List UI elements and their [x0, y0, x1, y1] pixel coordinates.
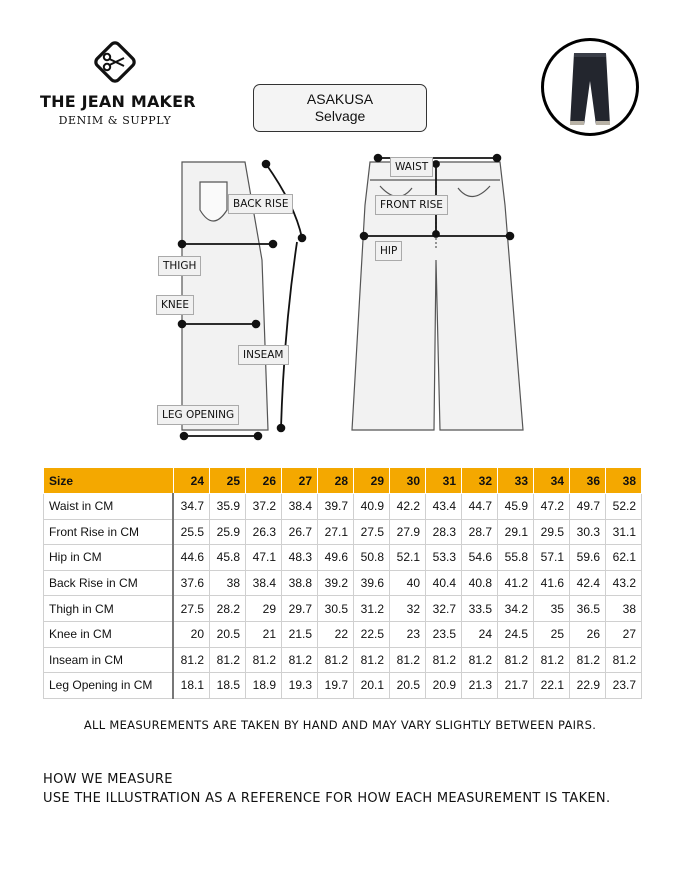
table-cell: 22 [318, 621, 354, 647]
table-cell: 45.8 [210, 545, 246, 571]
table-cell: 40.4 [426, 570, 462, 596]
table-cell: 27.5 [354, 519, 390, 545]
table-row [44, 673, 642, 699]
table-cell: 30.5 [318, 596, 354, 622]
table-cell: 18.1 [173, 673, 210, 699]
table-cell: 37.2 [246, 494, 282, 520]
table-cell: 81.2 [282, 647, 318, 673]
header-size-label: Size [44, 468, 174, 494]
measurement-diagram [0, 150, 680, 455]
table-cell: 19.3 [282, 673, 318, 699]
table-cell: 29.7 [282, 596, 318, 622]
table-cell: 44.6 [173, 545, 210, 571]
size-chart-table [43, 467, 642, 699]
label-thigh: THIGH [158, 256, 201, 276]
table-cell: 81.2 [173, 647, 210, 673]
table-row [44, 494, 642, 520]
label-hip: HIP [375, 241, 402, 261]
product-type: Selvage [314, 108, 366, 124]
table-cell: 41.6 [534, 570, 570, 596]
table-cell: 29.1 [498, 519, 534, 545]
table-cell: 44.7 [462, 494, 498, 520]
table-cell: 26 [570, 621, 606, 647]
label-leg-opening: LEG OPENING [157, 405, 239, 425]
table-cell: 52.2 [606, 494, 642, 520]
header-size: 33 [498, 468, 534, 494]
row-label: Inseam in CM [44, 647, 174, 673]
row-label: Thigh in CM [44, 596, 174, 622]
table-cell: 26.3 [246, 519, 282, 545]
table-row [44, 545, 642, 571]
table-cell: 54.6 [462, 545, 498, 571]
table-cell: 81.2 [462, 647, 498, 673]
table-cell: 38 [606, 596, 642, 622]
product-title-box [253, 84, 427, 132]
table-cell: 25 [534, 621, 570, 647]
table-cell: 37.6 [173, 570, 210, 596]
table-cell: 48.3 [282, 545, 318, 571]
table-cell: 20.5 [210, 621, 246, 647]
table-cell: 39.7 [318, 494, 354, 520]
brand-subtitle: DENIM & SUPPLY [58, 114, 172, 127]
table-cell: 25.9 [210, 519, 246, 545]
table-cell: 40.9 [354, 494, 390, 520]
table-cell: 22.1 [534, 673, 570, 699]
table-cell: 41.2 [498, 570, 534, 596]
table-cell: 43.4 [426, 494, 462, 520]
table-cell: 31.1 [606, 519, 642, 545]
jeans-thumbnail-icon [544, 41, 636, 133]
label-waist: WAIST [390, 157, 433, 177]
table-cell: 81.2 [246, 647, 282, 673]
how-we-measure-text: USE THE ILLUSTRATION AS A REFERENCE FOR HOW EACH MEASUREMENT IS TAKEN. [43, 791, 611, 806]
brand-logo [40, 38, 196, 127]
header-size: 38 [606, 468, 642, 494]
table-cell: 81.2 [354, 647, 390, 673]
table-cell: 38.4 [246, 570, 282, 596]
table-cell: 28.7 [462, 519, 498, 545]
table-cell: 24 [462, 621, 498, 647]
table-cell: 42.2 [390, 494, 426, 520]
table-cell: 21.7 [498, 673, 534, 699]
row-label: Waist in CM [44, 494, 174, 520]
table-cell: 81.2 [210, 647, 246, 673]
table-row [44, 647, 642, 673]
measurement-note: ALL MEASUREMENTS ARE TAKEN BY HAND AND MAY VARY SLIGHTLY BETWEEN PAIRS. [83, 718, 597, 732]
table-cell: 81.2 [606, 647, 642, 673]
table-cell: 22.5 [354, 621, 390, 647]
header-size: 27 [282, 468, 318, 494]
label-front-rise: FRONT RISE [375, 195, 448, 215]
table-cell: 20.9 [426, 673, 462, 699]
table-cell: 50.8 [354, 545, 390, 571]
table-cell: 35.9 [210, 494, 246, 520]
table-cell: 34.2 [498, 596, 534, 622]
table-row [44, 570, 642, 596]
table-cell: 32 [390, 596, 426, 622]
header-size: 26 [246, 468, 282, 494]
row-label: Leg Opening in CM [44, 673, 174, 699]
row-label: Hip in CM [44, 545, 174, 571]
table-cell: 27 [606, 621, 642, 647]
table-cell: 23.7 [606, 673, 642, 699]
table-cell: 19.7 [318, 673, 354, 699]
table-cell: 38 [210, 570, 246, 596]
table-cell: 81.2 [498, 647, 534, 673]
table-cell: 29 [246, 596, 282, 622]
table-cell: 62.1 [606, 545, 642, 571]
label-inseam: INSEAM [238, 345, 289, 365]
how-we-measure-title: HOW WE MEASURE [43, 772, 173, 787]
table-cell: 18.9 [246, 673, 282, 699]
table-cell: 20 [173, 621, 210, 647]
label-back-rise: BACK RISE [228, 194, 293, 214]
table-cell: 53.3 [426, 545, 462, 571]
table-row [44, 596, 642, 622]
header-size: 30 [390, 468, 426, 494]
table-cell: 55.8 [498, 545, 534, 571]
table-cell: 27.9 [390, 519, 426, 545]
table-cell: 21.5 [282, 621, 318, 647]
header-size: 32 [462, 468, 498, 494]
table-cell: 81.2 [318, 647, 354, 673]
header-size: 25 [210, 468, 246, 494]
table-cell: 38.4 [282, 494, 318, 520]
table-cell: 40.8 [462, 570, 498, 596]
table-cell: 52.1 [390, 545, 426, 571]
table-cell: 27.5 [173, 596, 210, 622]
scissors-diamond-icon [91, 38, 139, 86]
table-cell: 28.3 [426, 519, 462, 545]
table-cell: 31.2 [354, 596, 390, 622]
table-cell: 26.7 [282, 519, 318, 545]
table-cell: 20.1 [354, 673, 390, 699]
table-cell: 42.4 [570, 570, 606, 596]
header-size: 34 [534, 468, 570, 494]
table-cell: 21.3 [462, 673, 498, 699]
label-knee: KNEE [156, 295, 194, 315]
jeans-outline-diagram [0, 150, 680, 450]
table-cell: 81.2 [534, 647, 570, 673]
table-cell: 35 [534, 596, 570, 622]
table-cell: 25.5 [173, 519, 210, 545]
table-cell: 49.6 [318, 545, 354, 571]
row-label: Knee in CM [44, 621, 174, 647]
table-cell: 38.8 [282, 570, 318, 596]
table-row [44, 519, 642, 545]
table-cell: 39.2 [318, 570, 354, 596]
table-cell: 20.5 [390, 673, 426, 699]
table-cell: 40 [390, 570, 426, 596]
table-cell: 39.6 [354, 570, 390, 596]
table-cell: 30.3 [570, 519, 606, 545]
row-label: Back Rise in CM [44, 570, 174, 596]
table-cell: 81.2 [426, 647, 462, 673]
table-cell: 29.5 [534, 519, 570, 545]
row-label: Front Rise in CM [44, 519, 174, 545]
table-cell: 28.2 [210, 596, 246, 622]
table-cell: 24.5 [498, 621, 534, 647]
table-cell: 23.5 [426, 621, 462, 647]
table-cell: 81.2 [570, 647, 606, 673]
table-cell: 36.5 [570, 596, 606, 622]
table-cell: 57.1 [534, 545, 570, 571]
table-cell: 59.6 [570, 545, 606, 571]
table-row [44, 621, 642, 647]
table-cell: 22.9 [570, 673, 606, 699]
table-cell: 34.7 [173, 494, 210, 520]
header-size: 31 [426, 468, 462, 494]
header-size: 36 [570, 468, 606, 494]
table-cell: 21 [246, 621, 282, 647]
table-cell: 49.7 [570, 494, 606, 520]
table-cell: 47.1 [246, 545, 282, 571]
table-cell: 43.2 [606, 570, 642, 596]
table-cell: 32.7 [426, 596, 462, 622]
table-cell: 33.5 [462, 596, 498, 622]
header-size: 28 [318, 468, 354, 494]
table-cell: 23 [390, 621, 426, 647]
table-cell: 18.5 [210, 673, 246, 699]
header-size: 24 [173, 468, 210, 494]
table-cell: 45.9 [498, 494, 534, 520]
table-header-row [44, 468, 642, 494]
brand-name: THE JEAN MAKER [40, 92, 196, 111]
table-cell: 47.2 [534, 494, 570, 520]
header-size: 29 [354, 468, 390, 494]
table-cell: 81.2 [390, 647, 426, 673]
product-name: ASAKUSA [306, 91, 374, 107]
table-cell: 27.1 [318, 519, 354, 545]
product-thumbnail [541, 38, 639, 136]
